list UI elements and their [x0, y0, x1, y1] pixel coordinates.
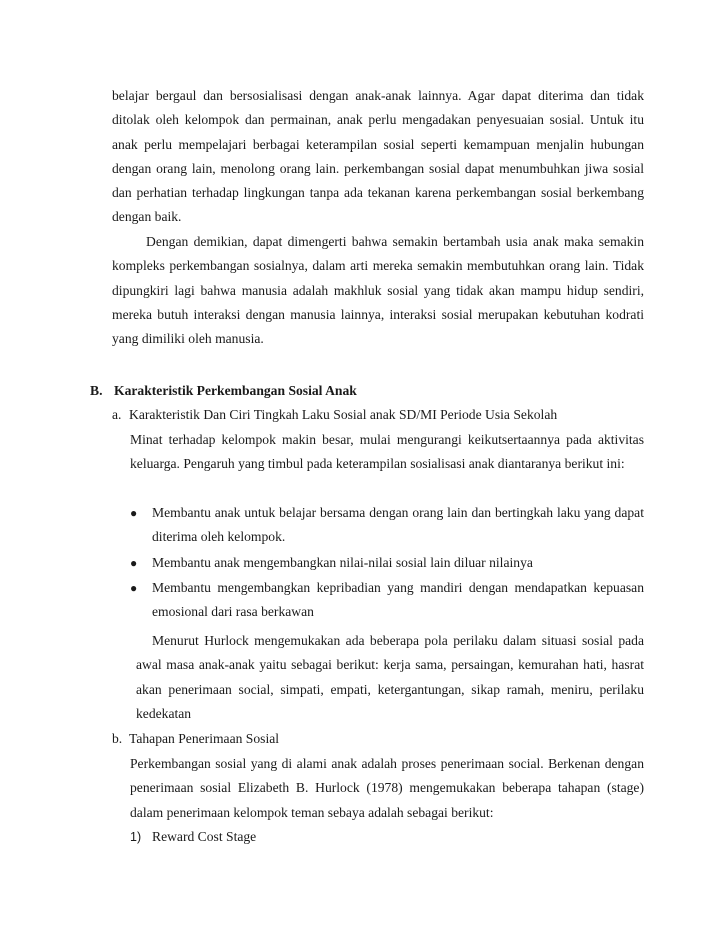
paragraph-social-learning: belajar bergaul dan bersosialisasi dengan anak-anak lainnya. Agar dapat diterima dan tidak ditolak oleh kelompok dan permainan, anak perlu mengadakan penyesuaian sosial. Untuk itu anak perlu mempelajari berbagai keterampilan sosial seperti kemampuan menjalin hubungan dengan orang lain, menolong orang lain. perkembangan sosial dapat menumbuhkan jiwa sosial dan perhatian terhadap lingkungan tanpa ada tekanan karena perkembangan sosial berkembang dengan baik.	[112, 88, 644, 225]
subsection-b-paragraph: Perkembangan sosial yang di alami anak adalah proses penerimaan social. Berkenan dengan penerimaan sosial Elizabeth B. Hurlock (1978) mengemukakan beberapa tahapan (stage) dalam penerimaan kelompok teman sebaya adalah sebagai berikut:	[130, 756, 644, 820]
subsection-b-label: b.	[112, 731, 123, 746]
bullet-text: Membantu mengembangkan kepribadian yang mandiri dengan mendapatkan kepuasan emosional dari rasa berkawan	[152, 579, 644, 620]
subsection-a-paragraph: Minat terhadap kelompok makin besar, mulai mengurangi keikutsertaannya pada aktivitas keluarga. Pengaruh yang timbul pada keterampilan sosialisasi anak diantaranya berikut ini:	[130, 432, 644, 472]
section-b-label: B.	[90, 383, 103, 398]
subsection-a-title: Karakteristik Dan Ciri Tingkah Laku Sosial anak SD/MI Periode Usia Sekolah	[129, 407, 558, 422]
bullet-text: Membantu anak untuk belajar bersama dengan orang lain dan bertingkah laku yang dapat diterima oleh kelompok.	[152, 505, 644, 545]
hurlock-paragraph: Menurut Hurlock mengemukakan ada beberapa pola perilaku dalam situasi sosial pada awal masa anak-anak yaitu sebagai berikut: kerja sama, persaingan, kemurahan hati, hasrat akan penerimaan social, simpati, empati, ketergantungan, sikap ramah, meniru, perilaku kedekatan	[136, 633, 644, 721]
list-item	[130, 551, 644, 575]
list-item	[130, 501, 644, 550]
bullet-icon: ●	[130, 580, 138, 595]
bullet-icon: ●	[130, 555, 138, 570]
subsection-b-heading	[112, 727, 279, 751]
list-item	[130, 576, 644, 625]
subsection-b-title: Tahapan Penerimaan Sosial	[129, 731, 280, 746]
section-b-heading	[90, 379, 357, 403]
subsection-a-label: a.	[112, 407, 122, 422]
numbered-item	[130, 825, 256, 849]
bullet-text: Membantu anak mengembangkan nilai-nilai sosial lain diluar nilainya	[152, 554, 533, 570]
paragraph-conclusion: Dengan demikian, dapat dimengerti bahwa semakin bertambah usia anak maka semakin kompleks perkembangan sosialnya, dalam arti mereka semakin membutuhkan orang lain. Tidak dipungkiri lagi bahwa manusia adalah makhluk sosial yang tidak akan mampu hidup sendiri, mereka butuh interaksi dengan manusia lainnya, interaksi sosial merupakan kebutuhan kodrati yang dimiliki oleh manusia.	[112, 234, 644, 347]
numbered-item-text: Reward Cost Stage	[152, 829, 257, 844]
section-b-title: Karakteristik Perkembangan Sosial Anak	[114, 383, 357, 398]
bullet-icon: ●	[130, 506, 138, 520]
bullet-list	[130, 501, 644, 624]
subsection-a-heading	[112, 403, 557, 427]
numbered-item-number: 1)	[130, 830, 142, 844]
